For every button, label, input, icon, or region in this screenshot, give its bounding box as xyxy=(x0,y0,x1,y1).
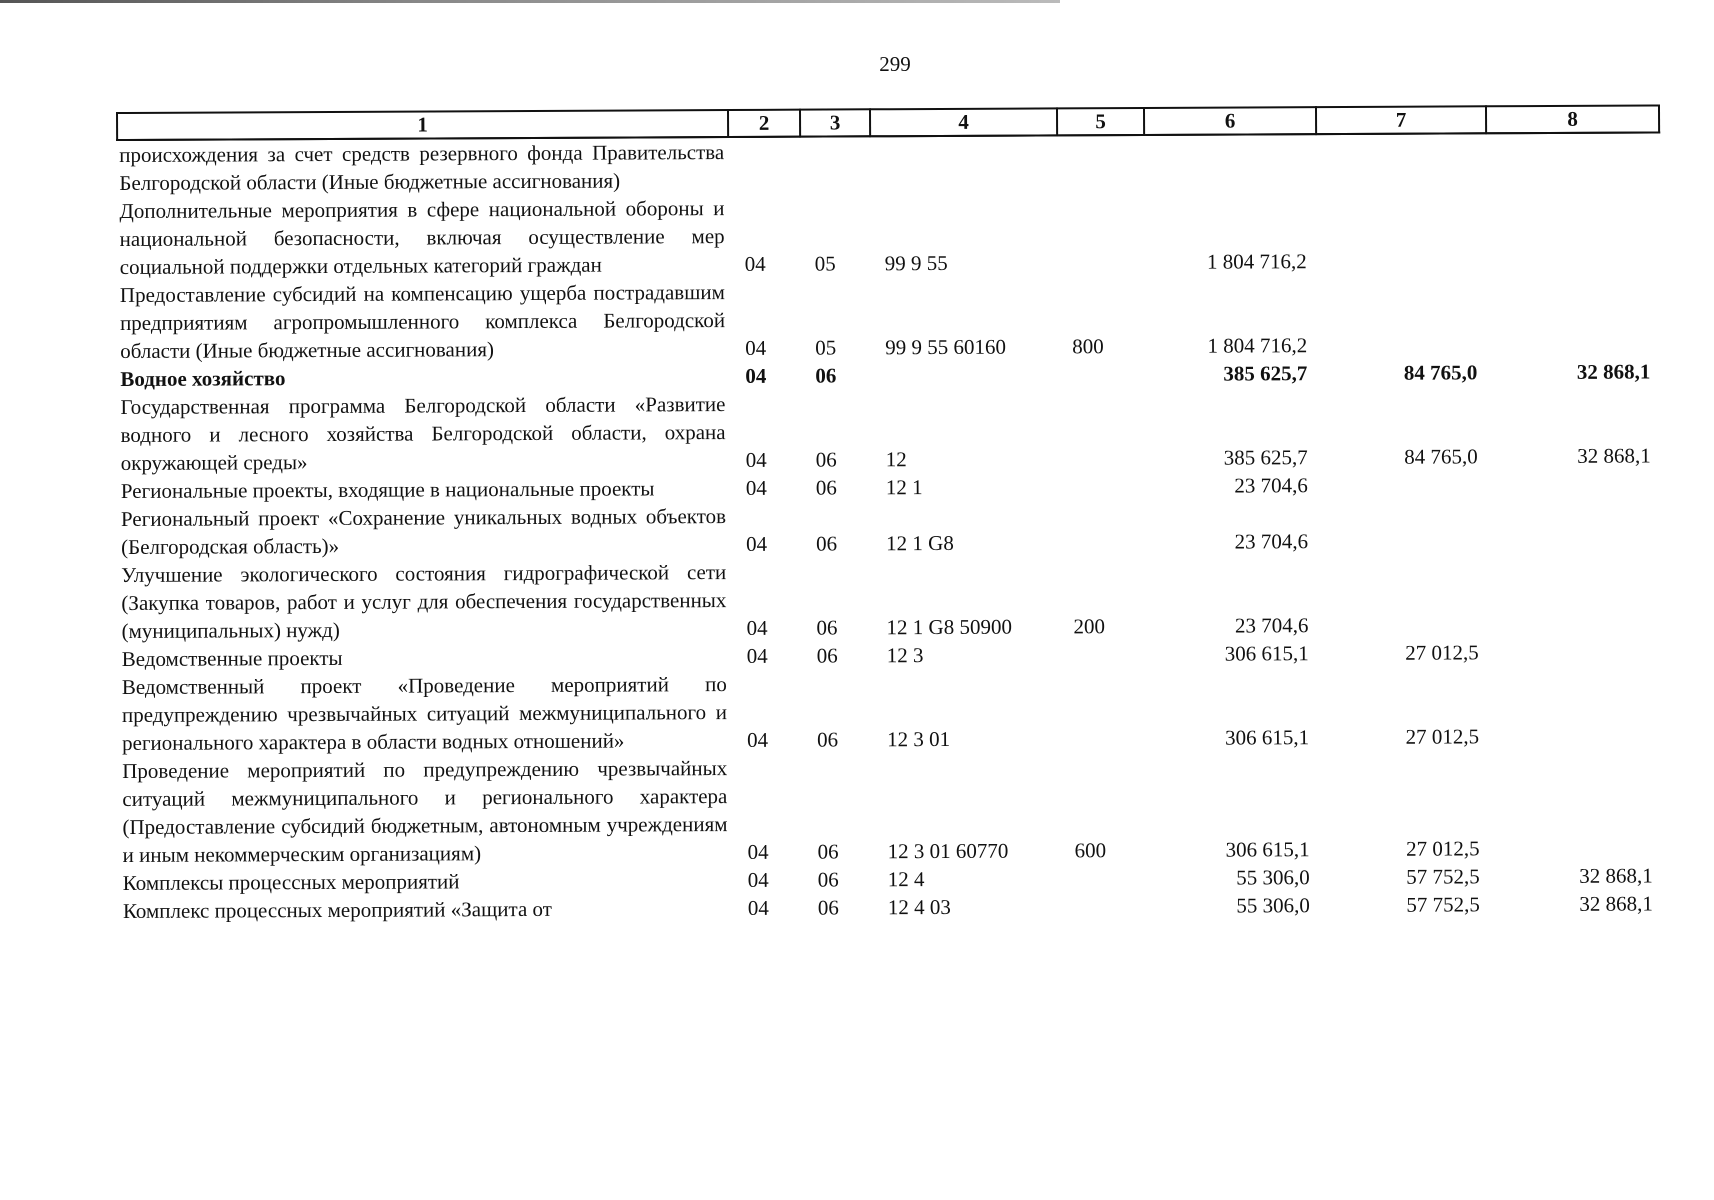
row-subsection-code: 06 xyxy=(816,615,838,640)
row-subsection-code: 06 xyxy=(815,363,837,388)
row-target-article: 12 1 G8 50900 xyxy=(886,614,1013,640)
row-expense-type xyxy=(1057,192,1144,276)
budget-table xyxy=(116,104,1664,925)
row-amount-1: 306 615,1 xyxy=(1224,641,1309,666)
row-amount-2: 84 765,0 xyxy=(1404,444,1478,469)
row-name: Проведение мероприятий по предупреждению чрезвычайных ситуаций межмуниципального и регионального характера (Предоставление субсидий бюджетным, автономным учреждениям и иным некоммерческим организациям) xyxy=(122,756,728,867)
row-amount-3 xyxy=(1486,189,1659,274)
row-target-article: 12 4 xyxy=(887,867,925,892)
row-amount-3 xyxy=(1489,637,1662,666)
row-target-article: 12 3 01 60770 xyxy=(887,838,1009,864)
row-subsection-code: 06 xyxy=(815,475,837,500)
table-row xyxy=(118,273,1660,365)
row-name: Предоставление субсидий на компенсацию ущерба пострадавшим предприятиям агропромышленного комплекса Белгородской области (Иные бюджетные ассигнования) xyxy=(119,280,726,363)
row-section-code: 04 xyxy=(746,643,768,668)
row-section-code: 04 xyxy=(745,475,767,500)
row-amount-1: 23 704,6 xyxy=(1234,473,1308,498)
row-amount-2 xyxy=(1318,470,1488,499)
row-expense-type: 200 xyxy=(1073,614,1106,639)
row-amount-3: 32 868,1 xyxy=(1579,863,1653,888)
row-amount-2: 27 012,5 xyxy=(1406,836,1480,861)
row-expense-type xyxy=(1057,135,1144,192)
row-amount-2: 84 765,0 xyxy=(1403,360,1478,385)
row-target-article: 12 4 03 xyxy=(887,894,951,920)
row-name: Улучшение экологического состояния гидрографической сети (Закупка товаров, работ и услуг для обеспечения государственных (муниципальных) нужд) xyxy=(121,560,727,643)
row-amount-1: 385 625,7 xyxy=(1223,361,1308,386)
row-target-article: 99 9 55 60160 xyxy=(885,334,1006,360)
row-amount-1: 23 704,6 xyxy=(1234,529,1309,554)
table-row xyxy=(117,189,1659,281)
row-subsection-code: 06 xyxy=(815,447,837,472)
col-header-name: 1 xyxy=(117,110,728,140)
col-header-section: 2 xyxy=(728,110,800,137)
row-subsection-code xyxy=(800,136,870,193)
row-section-code: 04 xyxy=(745,363,767,388)
table-row xyxy=(120,665,1662,757)
row-expense-type xyxy=(1061,864,1148,892)
scan-edge xyxy=(0,0,1060,3)
row-target-article: 12 3 01 xyxy=(887,726,951,752)
row-amount-2: 57 752,5 xyxy=(1406,892,1480,917)
budget-table-wrap xyxy=(116,104,1662,925)
table-row xyxy=(117,132,1659,197)
row-amount-1: 1 804 716,2 xyxy=(1207,333,1308,358)
row-section-code: 04 xyxy=(747,867,769,892)
row-name: Комплексы процессных мероприятий xyxy=(122,869,460,895)
row-amount-2 xyxy=(1318,498,1488,555)
row-target-article xyxy=(871,360,1058,389)
row-subsection-code: 06 xyxy=(816,643,838,668)
row-section-code: 04 xyxy=(747,727,769,752)
row-section-code: 04 xyxy=(746,531,768,556)
row-subsection-code: 05 xyxy=(814,251,836,276)
row-section-code xyxy=(728,137,800,194)
row-expense-type xyxy=(1060,668,1147,752)
col-header-expense-type: 5 xyxy=(1057,108,1144,135)
row-target-article: 12 1 G8 xyxy=(886,530,954,556)
row-amount-3 xyxy=(1488,553,1661,638)
row-name: Комплекс процессных мероприятий «Защита от xyxy=(122,896,552,923)
row-subsection-code: 05 xyxy=(815,335,837,360)
row-target-article: 99 9 55 xyxy=(884,250,948,276)
row-amount-3 xyxy=(1486,132,1659,190)
row-amount-1: 1 804 716,2 xyxy=(1206,249,1307,274)
row-subsection-code: 06 xyxy=(816,531,838,556)
table-row xyxy=(119,497,1661,561)
table-row xyxy=(119,553,1661,645)
row-amount-2 xyxy=(1318,554,1488,639)
row-name: Ведомственный проект «Проведение мероприятий по предупреждению чрезвычайных ситуаций межмуниципального и регионального характера в области водных отношений» xyxy=(121,672,727,755)
col-header-amount-2: 7 xyxy=(1316,106,1486,134)
row-amount-3 xyxy=(1488,469,1661,498)
row-amount-3: 32 868,1 xyxy=(1576,359,1651,384)
row-expense-type: 600 xyxy=(1074,838,1107,863)
col-header-amount-3: 8 xyxy=(1486,105,1659,133)
row-amount-3: 32 868,1 xyxy=(1579,891,1653,916)
row-amount-3 xyxy=(1489,749,1663,862)
row-name: Водное хозяйство xyxy=(120,366,286,391)
row-amount-3 xyxy=(1489,665,1662,750)
row-expense-type xyxy=(1058,388,1145,472)
row-amount-2 xyxy=(1316,133,1486,191)
row-amount-1: 306 615,1 xyxy=(1225,837,1310,862)
row-subsection-code: 06 xyxy=(817,895,839,920)
row-section-code: 04 xyxy=(747,895,769,920)
row-target-article: 12 3 xyxy=(886,643,924,668)
row-amount-2: 57 752,5 xyxy=(1406,864,1480,889)
row-amount-1 xyxy=(1144,134,1316,192)
row-amount-3 xyxy=(1487,273,1660,358)
row-target-article: 12 1 xyxy=(885,475,923,500)
row-section-code: 04 xyxy=(746,615,768,640)
row-subsection-code: 06 xyxy=(817,839,839,864)
row-amount-1: 55 306,0 xyxy=(1236,865,1310,890)
row-expense-type xyxy=(1061,892,1148,920)
row-amount-2 xyxy=(1317,274,1487,359)
row-section-code: 04 xyxy=(747,839,769,864)
row-name: Государственная программа Белгородской области «Развитие водного и лесного хозяйства Белгородской области, охрана окружающей среды» xyxy=(120,392,726,475)
row-target-article xyxy=(870,135,1057,193)
col-header-amount-1: 6 xyxy=(1144,107,1316,135)
row-target-article: 12 xyxy=(885,447,907,472)
row-expense-type xyxy=(1059,472,1146,500)
col-header-target-article: 4 xyxy=(870,108,1057,136)
table-row xyxy=(118,385,1660,477)
row-amount-2 xyxy=(1316,190,1486,275)
row-name: происхождения за счет средств резервного фонда Правительства Белгородской области (Иные бюджетные ассигнования) xyxy=(119,140,725,195)
row-amount-3: 32 868,1 xyxy=(1577,443,1651,468)
row-amount-1: 55 306,0 xyxy=(1236,893,1310,918)
row-expense-type xyxy=(1058,360,1145,388)
row-subsection-code: 06 xyxy=(817,727,839,752)
row-amount-1: 23 704,6 xyxy=(1234,613,1309,638)
row-section-code: 04 xyxy=(745,447,767,472)
row-name: Дополнительные мероприятия в сфере национальной обороны и национальной безопасности, включая осуществление мер социальной поддержки отдельных категорий граждан xyxy=(119,196,725,279)
row-amount-2: 27 012,5 xyxy=(1405,640,1479,665)
row-amount-2: 27 012,5 xyxy=(1405,724,1480,749)
page-number: 299 xyxy=(879,52,911,76)
row-expense-type xyxy=(1059,500,1146,556)
table-row xyxy=(120,749,1663,869)
row-name: Ведомственные проекты xyxy=(121,645,343,671)
row-section-code: 04 xyxy=(744,251,766,276)
row-subsection-code: 06 xyxy=(817,867,839,892)
row-expense-type xyxy=(1060,640,1147,668)
col-header-subsection: 3 xyxy=(800,109,870,136)
row-name: Региональный проект «Сохранение уникальных водных объектов (Белгородская область)» xyxy=(120,504,727,559)
row-name: Региональные проекты, входящие в национальные проекты xyxy=(120,476,655,503)
row-expense-type: 800 xyxy=(1072,334,1104,359)
row-amount-1: 306 615,1 xyxy=(1225,725,1310,750)
table-body xyxy=(117,132,1663,925)
row-amount-1: 385 625,7 xyxy=(1223,445,1308,470)
row-amount-3 xyxy=(1488,497,1661,554)
row-section-code: 04 xyxy=(745,335,767,360)
